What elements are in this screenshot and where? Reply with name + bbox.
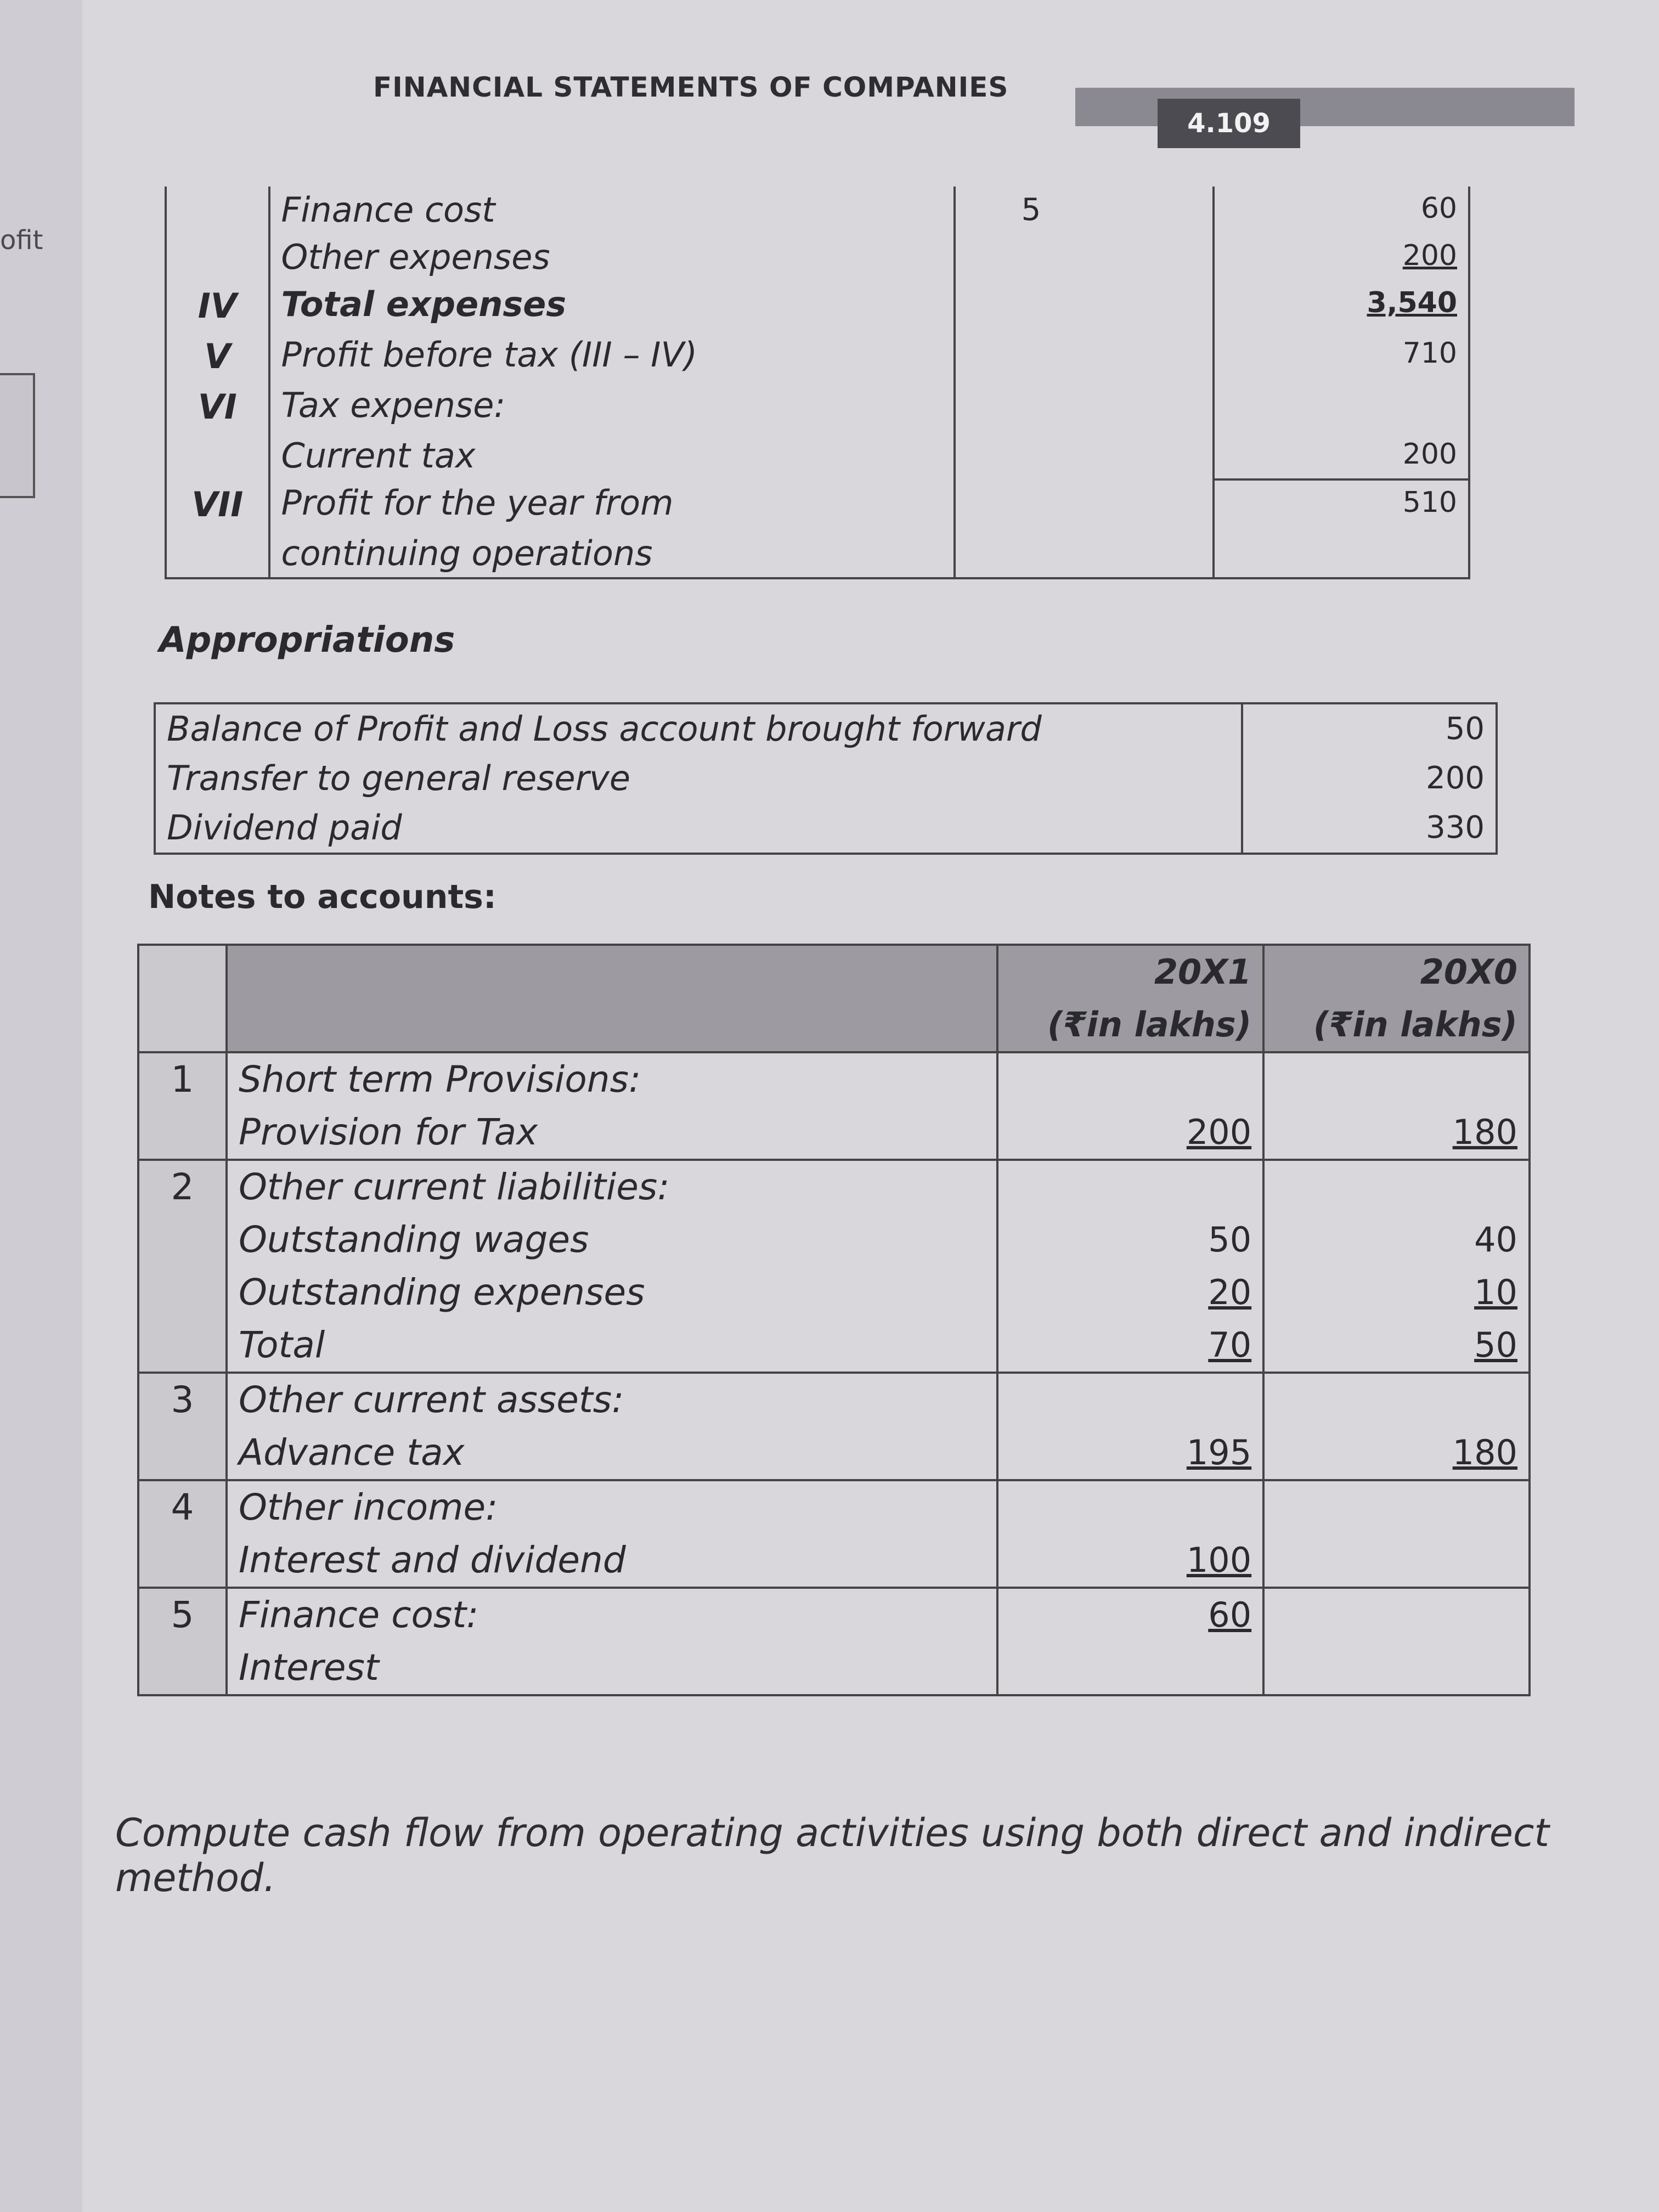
value-20x1 — [997, 1588, 1263, 1695]
table-row — [166, 331, 1469, 382]
note-number: 1 — [138, 1052, 227, 1160]
roman-numeral — [166, 187, 269, 234]
note-item: Outstanding wages — [238, 1218, 589, 1261]
note-desc — [227, 1052, 997, 1160]
year-label: 20X1 — [1154, 952, 1252, 992]
note-ref — [955, 530, 1214, 578]
row-label: Total expenses — [269, 281, 955, 331]
roman-numeral: IV — [166, 281, 269, 331]
row-label: Current tax — [269, 432, 955, 479]
appropriations-table — [154, 702, 1498, 855]
value-20x0 — [1263, 1373, 1530, 1480]
amount: 100 — [1186, 1540, 1252, 1580]
table-row — [166, 530, 1469, 578]
row-label: Other expenses — [269, 234, 955, 281]
row-amount: 3,540 — [1214, 281, 1469, 331]
header-cell — [227, 945, 997, 1052]
note-desc — [227, 1373, 997, 1480]
roman-numeral — [166, 432, 269, 479]
table-row — [166, 281, 1469, 331]
note-item: Interest and dividend — [238, 1539, 626, 1581]
row-label: Transfer to general reserve — [167, 758, 631, 798]
note-desc — [227, 1160, 997, 1373]
value-20x0 — [1263, 1160, 1530, 1373]
note-ref — [955, 234, 1214, 281]
row-amount: 200 — [1214, 234, 1469, 281]
roman-numeral: V — [166, 331, 269, 382]
table-row — [166, 382, 1469, 432]
value-20x1 — [997, 1160, 1263, 1373]
amount: 40 — [1474, 1220, 1517, 1260]
note-number: 4 — [138, 1480, 227, 1588]
margin-text: ofit — [0, 225, 43, 256]
question-text: Compute cash flow from operating activities using both direct and indirect method. — [115, 1810, 1549, 1900]
year-label: 20X0 — [1420, 952, 1517, 992]
page-number: 4.109 — [1158, 99, 1300, 148]
amount: 60 — [1208, 1595, 1252, 1635]
table-row — [155, 703, 1497, 754]
table-row — [155, 803, 1497, 854]
note-heading: Other current assets: — [238, 1379, 624, 1421]
appropriations-title: Appropriations — [159, 620, 455, 661]
table-row — [166, 234, 1469, 281]
note-item: Total — [238, 1324, 325, 1366]
amount: 180 — [1452, 1112, 1517, 1152]
row-amount: 50 — [1242, 703, 1497, 754]
note-number: 3 — [138, 1373, 227, 1480]
table-row — [138, 1588, 1530, 1695]
notes-title: Notes to accounts: — [148, 878, 496, 916]
row-amount: 510 — [1214, 479, 1469, 530]
note-number: 2 — [138, 1160, 227, 1373]
table-row — [138, 1160, 1530, 1373]
margin-box — [0, 373, 35, 498]
row-amount — [1214, 530, 1469, 578]
table-row — [155, 754, 1497, 803]
value-20x0 — [1263, 1052, 1530, 1160]
row-amount — [1214, 382, 1469, 432]
note-ref — [955, 432, 1214, 479]
row-amount: 200 — [1242, 754, 1497, 803]
note-desc — [227, 1480, 997, 1588]
amount: 10 — [1474, 1272, 1517, 1312]
row-label: Dividend paid — [167, 808, 402, 848]
note-heading: Other income: — [238, 1486, 498, 1528]
roman-numeral — [166, 530, 269, 578]
note-ref — [955, 479, 1214, 530]
note-item: Outstanding expenses — [238, 1271, 645, 1313]
row-label: Finance cost — [269, 187, 955, 234]
note-ref: 5 — [955, 187, 1214, 234]
note-item: Provision for Tax — [238, 1111, 538, 1153]
amount: 180 — [1452, 1432, 1517, 1472]
note-ref — [955, 331, 1214, 382]
amount: 50 — [1208, 1220, 1252, 1260]
row-amount: 330 — [1242, 803, 1497, 854]
row-amount: 60 — [1214, 187, 1469, 234]
value-20x0 — [1263, 1480, 1530, 1588]
row-label: continuing operations — [269, 530, 955, 578]
note-ref — [955, 382, 1214, 432]
left-page-edge — [0, 0, 82, 2212]
notes-table — [137, 944, 1531, 1696]
amount: 200 — [1186, 1112, 1252, 1152]
note-item: Interest — [238, 1646, 379, 1689]
note-item: Advance tax — [238, 1431, 465, 1474]
roman-numeral — [166, 234, 269, 281]
row-label: Balance of Profit and Loss account brought forward — [167, 709, 1042, 749]
amount: 20 — [1208, 1272, 1252, 1312]
amount: 70 — [1208, 1325, 1252, 1365]
note-ref — [955, 281, 1214, 331]
table-row — [166, 432, 1469, 479]
value-20x1 — [997, 1052, 1263, 1160]
row-label: Profit for the year from — [269, 479, 955, 530]
table-row — [166, 187, 1469, 234]
note-heading: Short term Provisions: — [238, 1058, 641, 1101]
value-20x1 — [997, 1480, 1263, 1588]
table-row — [138, 1052, 1530, 1160]
note-desc — [227, 1588, 997, 1695]
page-header — [285, 66, 1575, 148]
row-amount: 710 — [1214, 331, 1469, 382]
table-row — [138, 1480, 1530, 1588]
chapter-title: FINANCIAL STATEMENTS OF COMPANIES — [373, 71, 1009, 103]
amount: 195 — [1186, 1432, 1252, 1472]
header-row — [138, 945, 1530, 1052]
col-20x0 — [1263, 945, 1530, 1052]
value-20x0 — [1263, 1588, 1530, 1695]
value-20x1 — [997, 1373, 1263, 1480]
note-heading: Finance cost: — [238, 1594, 479, 1636]
amount: 50 — [1474, 1325, 1517, 1365]
roman-numeral: VI — [166, 382, 269, 432]
row-label: Tax expense: — [269, 382, 955, 432]
note-number: 5 — [138, 1588, 227, 1695]
profit-loss-table — [165, 187, 1470, 579]
header-cell — [138, 945, 227, 1052]
table-row — [166, 479, 1469, 530]
roman-numeral: VII — [166, 479, 269, 530]
row-label: Profit before tax (III – IV) — [269, 331, 955, 382]
note-heading: Other current liabilities: — [238, 1166, 670, 1208]
header-band — [1075, 88, 1575, 126]
unit-label: (₹in lakhs) — [1313, 1005, 1517, 1045]
row-amount: 200 — [1214, 432, 1469, 479]
col-20x1 — [997, 945, 1263, 1052]
table-row — [138, 1373, 1530, 1480]
unit-label: (₹in lakhs) — [1047, 1005, 1252, 1045]
